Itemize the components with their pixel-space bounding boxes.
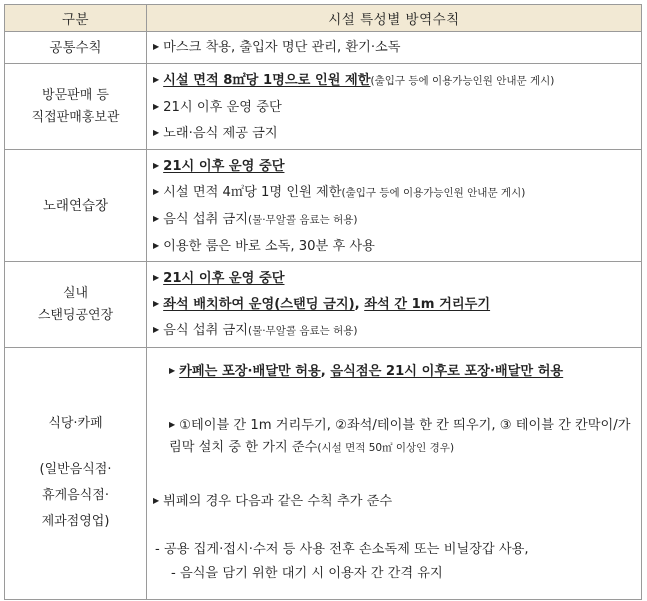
triangle-right-icon: ▶ bbox=[153, 102, 160, 111]
triangle-right-icon: ▶ bbox=[153, 75, 160, 84]
rule-line: ▶ 마스크 착용, 출입자 명단 관리, 환기·소독 bbox=[153, 35, 635, 60]
header-rules: 시설 특성별 방역수칙 bbox=[147, 5, 642, 32]
quarantine-rules-table bbox=[4, 4, 642, 600]
triangle-right-icon: ▶ bbox=[153, 240, 160, 250]
rule-line: ▶ 21시 이후 운영 중단 bbox=[153, 94, 635, 120]
triangle-right-icon: ▶ bbox=[169, 366, 176, 375]
category-karaoke: 노래연습장 bbox=[5, 150, 147, 262]
rule-line: ▶ 뷔페의 경우 다음과 같은 수칙 추가 준수 bbox=[153, 489, 635, 514]
buffet-rule-line: - 공용 집게·접시·수저 등 사용 전후 손소독제 또는 비닐장갑 사용, bbox=[155, 542, 529, 557]
rules-standing-venue bbox=[147, 262, 642, 348]
table-row-standing-venue bbox=[5, 262, 642, 348]
category-restaurant-cafe: 식당·카페 (일반음식점· 휴게음식점· 제과점영업) bbox=[5, 348, 147, 600]
rule-line: ▶ 노래·음식 제공 금지 bbox=[153, 120, 635, 146]
rules-common bbox=[147, 32, 642, 64]
rule-line: ▶ 21시 이후 운영 중단 bbox=[153, 153, 635, 179]
triangle-right-icon: ▶ bbox=[153, 128, 160, 137]
category-door-to-door: 방문판매 등 직접판매홍보관 bbox=[5, 64, 147, 150]
triangle-right-icon: ▶ bbox=[153, 42, 160, 51]
rule-line: ▶ 시설 면적 4㎡당 1명 인원 제한(출입구 등에 이용가능인원 안내문 게시) bbox=[153, 179, 635, 206]
rules-restaurant-cafe bbox=[147, 348, 642, 600]
rule-line: ▶ 카페는 포장·배달만 허용, 음식점은 21시 이후로 포장·배달만 허용 bbox=[153, 359, 635, 384]
triangle-right-icon: ▶ bbox=[153, 496, 160, 505]
triangle-right-icon: ▶ bbox=[153, 213, 160, 223]
rule-line: ▶ 21시 이후 운영 중단 bbox=[153, 265, 635, 291]
triangle-right-icon: ▶ bbox=[169, 420, 176, 429]
table-row-door-to-door bbox=[5, 64, 642, 150]
rule-line: ▶ ①테이블 간 1m 거리두기, ②좌석/테이블 한 칸 띄우기, ③ 테이블 간 칸막이/가림막 설치 중 한 가지 준수(시설 면적 50㎡ 이상인 경우) bbox=[153, 414, 635, 459]
rule-line: ▶ 이용한 룸은 바로 소독, 30분 후 사용 bbox=[153, 233, 635, 259]
triangle-right-icon: ▶ bbox=[153, 273, 160, 282]
rule-line: ▶ 좌석 배치하여 운영(스탠딩 금지), 좌석 간 1m 거리두기 bbox=[153, 291, 635, 317]
rule-line: ▶ 음식 섭취 금지(물·무알콜 음료는 허용) bbox=[153, 317, 635, 344]
triangle-right-icon: ▶ bbox=[153, 160, 160, 170]
rules-door-to-door bbox=[147, 64, 642, 150]
table-row-common bbox=[5, 32, 642, 64]
rules-karaoke bbox=[147, 150, 642, 262]
buffet-rule-line: - 음식을 담기 위한 대기 시 이용자 간 간격 유지 bbox=[171, 566, 443, 581]
rule-line: ▶ 시설 면적 8㎡당 1명으로 인원 제한(출입구 등에 이용가능인원 안내문 게시) bbox=[153, 67, 635, 94]
table-row-karaoke bbox=[5, 150, 642, 262]
triangle-right-icon: ▶ bbox=[153, 186, 160, 196]
table-row-restaurant-cafe bbox=[5, 348, 642, 600]
category-common: 공통수칙 bbox=[5, 32, 147, 64]
rule-line: ▶ 음식 섭취 금지(물·무알콜 음료는 허용) bbox=[153, 206, 635, 233]
category-standing-venue: 실내 스탠딩공연장 bbox=[5, 262, 147, 348]
triangle-right-icon: ▶ bbox=[153, 325, 160, 334]
header-category: 구분 bbox=[5, 5, 147, 32]
triangle-right-icon: ▶ bbox=[153, 299, 160, 308]
table-header-row bbox=[5, 5, 642, 32]
